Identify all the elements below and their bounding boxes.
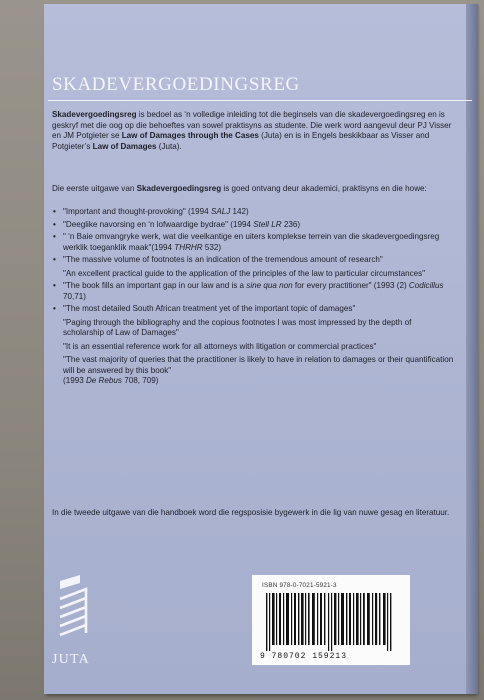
- quote-latin-phrase: sine qua non: [246, 281, 293, 290]
- barcode-icon: [260, 593, 400, 651]
- quote-text-cont: for every practitioner" (1993 (2): [292, 281, 409, 290]
- book-spine: [466, 4, 478, 694]
- reception-text-b: is goed ontvang deur akademici, praktisyns en die howe:: [221, 184, 427, 193]
- quote-item: [52, 232, 454, 253]
- quote-text: "Deeglike navorsing en ‘n lofwaardige bydrae" (1994: [63, 219, 254, 229]
- quote-source: De Rebus: [85, 376, 122, 385]
- cases-book-name: Law of Damages through the Cases: [121, 131, 259, 141]
- barcode-number: 9 780702 159213: [260, 652, 348, 661]
- quote-text: "The massive volume of footnotes is an indication of the tremendous amount of research": [63, 255, 383, 264]
- quote-subtext: "The vast majority of queries that the practitioner is likely to have in relation to damages or their quantification will be answered by this book": [63, 355, 454, 375]
- quote-item: [52, 281, 454, 302]
- quote-text: " ‘n Baie omvangryke werk, wat die veelkantige en uiters komplekse terrein van die skadevergoedingsreg werklik toeganklik maak"(1994: [63, 232, 440, 252]
- quote-citation: (1993: [63, 376, 86, 385]
- reception-book-name: Skadevergoedingsreg: [136, 184, 222, 193]
- quote-subtext: "An excellent practical guide to the application of the principles of the law to particular circumstances": [63, 268, 426, 278]
- barcode-label: [252, 575, 410, 665]
- publisher-name: JUTA: [52, 652, 90, 667]
- reception-text-a: Die eerste uitgawe van: [52, 184, 137, 193]
- quote-subtext: "It is an essential reference work for all attorneys with litigation or commercial practices": [63, 341, 377, 351]
- quote-item: [52, 220, 454, 231]
- quote-text: "The most detailed South African treatment yet of the important topic of damages": [63, 304, 356, 313]
- intro-text-2: (Juta) en is in Engels beskikbaar as Visser and Potgieter’s: [52, 131, 430, 152]
- review-quote-list: [52, 207, 454, 389]
- juta-logo-icon: [56, 575, 92, 650]
- intro-paragraph: [52, 110, 452, 153]
- damages-book-name: Law of Damages: [92, 142, 157, 152]
- quote-text: "Important and thought-provoking" (1994: [63, 207, 211, 216]
- quote-text: "The book fills an important gap in our law and is a: [63, 281, 247, 290]
- quote-source: THRHR: [174, 242, 203, 252]
- quote-citation: 236): [281, 219, 301, 229]
- isbn-text: ISBN 978-0-7021-5921-3: [262, 582, 337, 589]
- quote-citation: 532): [202, 242, 222, 252]
- intro-text-3: (Juta).: [156, 142, 182, 152]
- quote-citation-pages: 708, 709): [121, 376, 159, 385]
- intro-text-1: is bedoel as ‘n volledige inleiding tot die beginsels van die skadevergoedingsreg en is geskryf met die oog op die behoeftes van sowel praktisyns as studente. Die werk word aangevul deur PJ Visser en JM Potgieter se: [52, 110, 452, 141]
- book-name: Skadevergoedingsreg: [52, 110, 137, 119]
- quote-subtext: "Paging through the bibliography and the copious footnotes I was most impressed by the depth of scholarship of Law of Damages": [63, 317, 412, 337]
- quote-item: [52, 304, 454, 387]
- book-title: SKADEVERGOEDINGSREG: [52, 74, 300, 95]
- quote-citation: 70,71): [63, 291, 86, 301]
- closing-paragraph: In die tweede uitgawe van die handboek word die regsposisie bygewerk in die lig van nuwe gesag en literatuur.: [52, 508, 450, 517]
- quote-source: SALJ: [210, 207, 231, 216]
- quote-source: Stell LR: [253, 219, 282, 229]
- quote-citation: 142): [230, 207, 249, 216]
- quote-item: [52, 255, 454, 279]
- reception-paragraph: [52, 184, 452, 195]
- title-divider: [48, 100, 472, 101]
- quote-source: Codicillus: [408, 281, 444, 290]
- quote-item: [52, 207, 454, 218]
